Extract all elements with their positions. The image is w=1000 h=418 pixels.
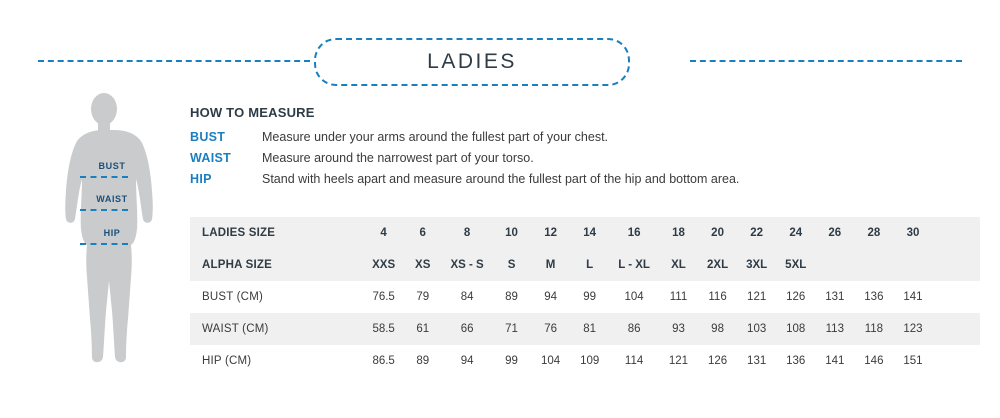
cell: 103 [737,313,776,345]
cell: 151 [893,345,932,377]
cell: 108 [776,313,815,345]
cell: 98 [698,313,737,345]
table-row [190,217,980,249]
cell [893,249,932,281]
cell: 94 [531,281,570,313]
cell: XS [403,249,442,281]
cell: 18 [659,217,698,249]
cell: 81 [570,313,609,345]
cell: 3XL [737,249,776,281]
cell: 104 [531,345,570,377]
cell [815,249,854,281]
cell: 99 [570,281,609,313]
cell: XXS [364,249,403,281]
measure-term-waist: WAIST [190,151,232,165]
cell: 136 [776,345,815,377]
cell: 104 [609,281,659,313]
cell: 14 [570,217,609,249]
cell: 113 [815,313,854,345]
cell [854,249,893,281]
figure-label-waist: WAIST [96,194,128,204]
cell: 118 [854,313,893,345]
cell: 5XL [776,249,815,281]
cell: 126 [698,345,737,377]
cell: S [492,249,531,281]
cell: 79 [403,281,442,313]
cell: 141 [893,281,932,313]
cell-spacer [933,249,981,281]
table-row [190,313,980,345]
cell: 146 [854,345,893,377]
figure-tick-waist [80,209,128,211]
measure-term-hip: HIP [190,172,212,186]
measurement-figure [36,92,176,397]
row-label-alpha-size: ALPHA SIZE [190,249,364,281]
figure-label-bust: BUST [98,161,126,171]
measure-description-bust: Measure under your arms around the fullest part of your chest. [262,130,609,144]
cell: L - XL [609,249,659,281]
row-label-bust: BUST (CM) [190,281,364,313]
cell: 16 [609,217,659,249]
cell: 28 [854,217,893,249]
cell: 89 [403,345,442,377]
measure-instruction-row [190,130,980,144]
header-dashed-line-left [38,60,310,62]
header-dashed-line-right [690,60,962,62]
measure-instruction-row [190,172,980,186]
cell: 86 [609,313,659,345]
cell: 24 [776,217,815,249]
cell: 131 [815,281,854,313]
cell: 26 [815,217,854,249]
cell: 10 [492,217,531,249]
cell: 76 [531,313,570,345]
cell: 116 [698,281,737,313]
cell: 61 [403,313,442,345]
cell: 4 [364,217,403,249]
cell: 136 [854,281,893,313]
cell: 109 [570,345,609,377]
figure-tick-bust [80,176,128,178]
cell: 99 [492,345,531,377]
cell: 22 [737,217,776,249]
row-label-ladies-size: LADIES SIZE [190,217,364,249]
cell: 8 [442,217,492,249]
cell: 93 [659,313,698,345]
cell: 123 [893,313,932,345]
cell-spacer [933,281,981,313]
measure-description-hip: Stand with heels apart and measure around the fullest part of the hip and bottom area. [262,172,740,186]
figure-tick-hip [80,243,128,245]
cell: 114 [609,345,659,377]
cell-spacer [933,345,981,377]
table-row [190,281,980,313]
measure-instruction-row [190,151,980,165]
how-to-measure-section [190,105,980,193]
row-label-waist: WAIST (CM) [190,313,364,345]
cell: XS - S [442,249,492,281]
how-to-measure-heading: HOW TO MEASURE [190,105,315,120]
cell: 58.5 [364,313,403,345]
figure-label-hip: HIP [103,228,121,238]
table-row [190,345,980,377]
table-row [190,249,980,281]
cell: 131 [737,345,776,377]
cell-spacer [933,313,981,345]
cell: 30 [893,217,932,249]
measure-term-bust: BUST [190,130,226,144]
cell: 20 [698,217,737,249]
cell: 76.5 [364,281,403,313]
page-title: LADIES [427,50,517,73]
cell: 89 [492,281,531,313]
cell: L [570,249,609,281]
cell: XL [659,249,698,281]
cell: 84 [442,281,492,313]
cell: 2XL [698,249,737,281]
cell: 6 [403,217,442,249]
page-header [0,36,1000,86]
cell: 66 [442,313,492,345]
cell: 121 [659,345,698,377]
cell: 141 [815,345,854,377]
measure-description-waist: Measure around the narrowest part of your torso. [262,151,534,165]
page-title-box [314,38,630,86]
cell: 86.5 [364,345,403,377]
size-chart-table [190,217,980,377]
cell: 12 [531,217,570,249]
cell-spacer [933,217,981,249]
cell: 94 [442,345,492,377]
cell: 71 [492,313,531,345]
cell: 111 [659,281,698,313]
cell: M [531,249,570,281]
row-label-hip: HIP (CM) [190,345,364,377]
cell: 121 [737,281,776,313]
cell: 126 [776,281,815,313]
